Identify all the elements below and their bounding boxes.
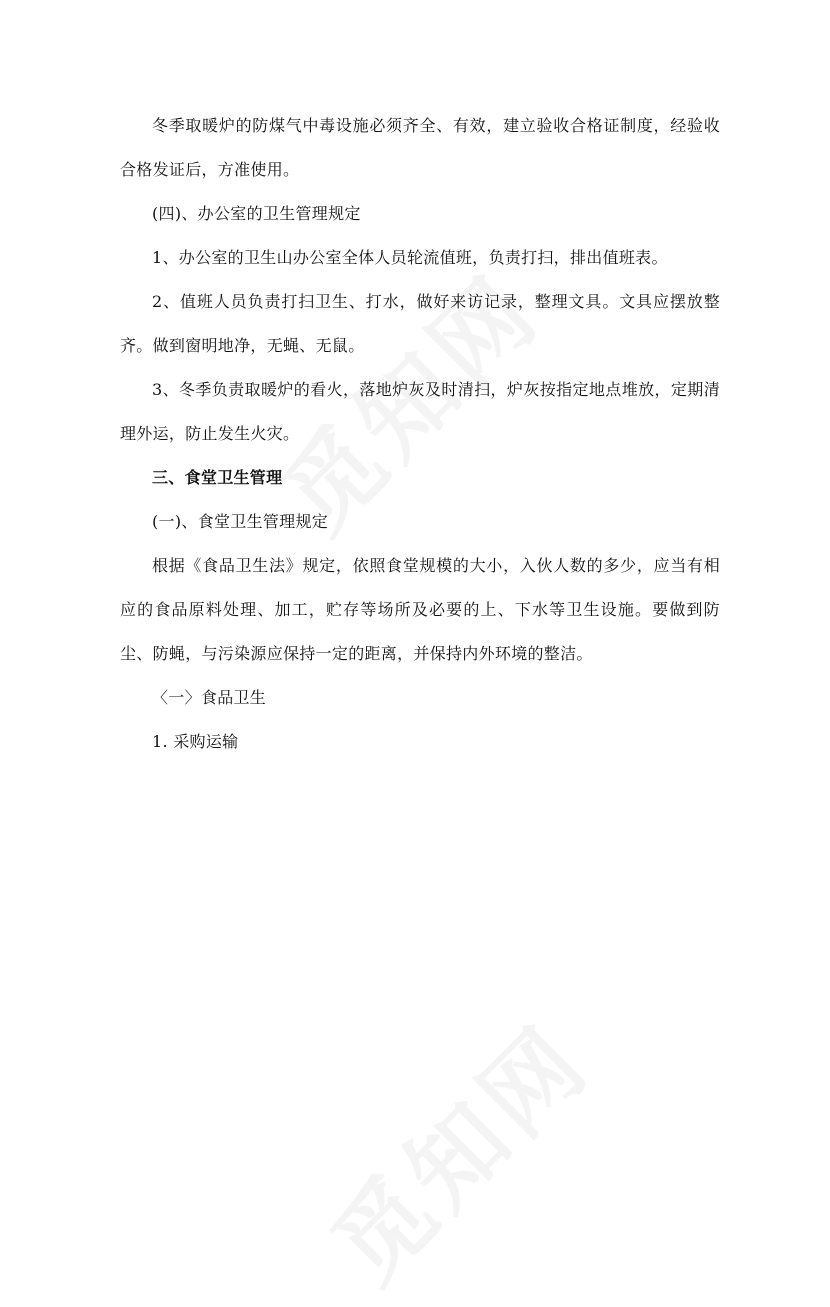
watermark-logo xyxy=(297,990,614,1307)
list-item-office-duty-rotation: 1、办公室的卫生山办公室全体人员轮流值班，负责打扫，排出值班表。 xyxy=(152,248,668,267)
section-heading-office-hygiene: (四)、办公室的卫生管理规定 xyxy=(152,204,361,223)
list-item-stove-fire-watch: 3、冬季负责取暖炉的看火，落地炉灰及时清扫，炉灰按指定地点堆放，定期清理外运，防止发生火灾。 xyxy=(120,380,720,443)
paragraph-heating-stove-safety: 冬季取暖炉的防煤气中毒设施必须齐全、有效，建立验收合格证制度，经验收合格发证后，方准使用。 xyxy=(120,116,720,179)
list-item-duty-staff-tasks: 2、值班人员负责打扫卫生、打水，做好来访记录，整理文具。文具应摆放整齐。做到窗明地净，无蝇、无鼠。 xyxy=(120,292,720,355)
chapter-heading-canteen-hygiene: 三、食堂卫生管理 xyxy=(152,468,283,487)
section-heading-canteen-rules: (一)、食堂卫生管理规定 xyxy=(152,512,329,531)
document-body xyxy=(120,104,720,764)
subsection-heading-food-hygiene: 〈一〉食品卫生 xyxy=(152,688,267,707)
paragraph-food-hygiene-law: 根据《食品卫生法》规定，依照食堂规模的大小，入伙人数的多少，应当有相应的食品原料处理、加工，贮存等场所及必要的上、下水等卫生设施。要做到防尘、防蝇，与污染源应保持一定的距离，并保持内外环境的整洁。 xyxy=(120,556,720,663)
list-item-purchase-transport: 1. 采购运输 xyxy=(152,732,239,751)
